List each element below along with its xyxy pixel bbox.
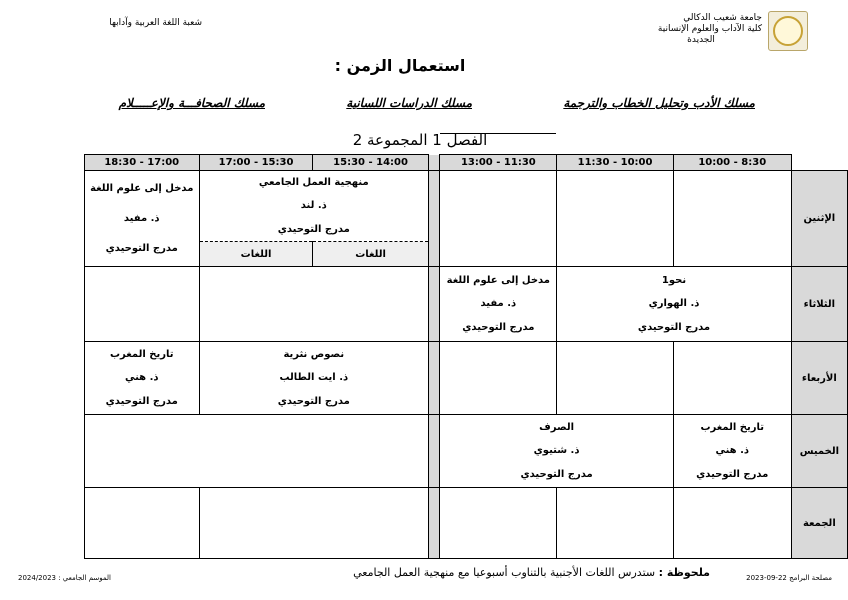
- track-journalism: مسلك الصحافـــة والإعـــــلام: [118, 96, 265, 110]
- day-friday: الجمعة: [791, 488, 847, 559]
- course-name: تاريخ المغرب: [109, 349, 174, 361]
- teacher-name: ذ. هني: [715, 445, 749, 457]
- day-tuesday: الثلاثاء: [791, 267, 847, 342]
- mon-slot-2: [557, 171, 673, 267]
- session-prose-texts: [199, 342, 428, 415]
- room-name: مدرج التوحيدي: [520, 468, 593, 480]
- session-sarf: [440, 415, 673, 488]
- midday-separator: [428, 342, 440, 415]
- room-name: مدرج التوحيدي: [637, 321, 711, 333]
- session-intro-linguistics: [84, 171, 199, 267]
- course-name: مدخل إلى علوم اللغة: [90, 183, 194, 194]
- track-linguistics: مسلك الدراسات اللسانية: [346, 96, 472, 110]
- wed-slot-2: [557, 342, 673, 415]
- room-name: مدرج التوحيدي: [462, 321, 535, 333]
- schedule-note: [330, 566, 710, 579]
- course-name: تاريخ المغرب: [700, 422, 764, 434]
- mon-slot-3: [440, 171, 557, 267]
- slot-header: 15:30 - 17:00: [199, 155, 313, 171]
- room-name: مدرج التوحيدي: [696, 468, 769, 480]
- room-name: مدرج التوحيدي: [105, 243, 178, 254]
- teacher-name: ذ. لند: [300, 200, 327, 212]
- logo-emblem-icon: [773, 16, 803, 46]
- course-name: مدخل إلى علوم اللغة: [446, 275, 551, 287]
- teacher-name: ذ. هني: [124, 372, 159, 384]
- corner-cell: [791, 155, 847, 171]
- teacher-name: ذ. مفيد: [123, 213, 160, 224]
- midday-separator: [428, 155, 440, 171]
- course-name: الصرف: [539, 422, 575, 434]
- fri-slot-6: [84, 488, 199, 559]
- timetable: [28, 154, 848, 559]
- slot-header: 11:30 - 13:00: [440, 155, 557, 171]
- day-wednesday: الأربعاء: [791, 342, 847, 415]
- room-name: مدرج التوحيدي: [277, 223, 350, 235]
- university-line: كلية الآداب والعلوم الإنسانية: [657, 24, 762, 34]
- university-line: الجديدة: [687, 35, 715, 45]
- thu-afternoon-empty: [84, 415, 428, 488]
- slot-header: 14:00 - 15:30: [313, 155, 429, 171]
- university-line: جامعة شعيب الدكالي: [683, 13, 762, 23]
- mon-slot-1: [673, 171, 791, 267]
- teacher-name: ذ. شتيوي: [533, 445, 580, 457]
- note-text: ستدرس اللغات الأجنبية بالتناوب أسبوعيا مع منهجية العمل الجامعي: [353, 566, 656, 579]
- course-name: نحو1: [661, 275, 687, 287]
- midday-separator: [428, 171, 440, 267]
- wed-slot-3: [440, 342, 557, 415]
- session-morocco-history: [84, 342, 199, 415]
- page-title: استعمال الزمن :: [334, 56, 466, 75]
- slot-header: 10:00 - 11:30: [557, 155, 673, 171]
- session-languages: اللغات: [313, 242, 429, 267]
- tue-afternoon-empty: [199, 267, 428, 342]
- slot-header: 17:00 - 18:30: [84, 155, 199, 171]
- midday-separator: [428, 488, 440, 559]
- track-literature: مسلك الأدب وتحليل الخطاب والترجمة: [563, 96, 755, 110]
- fri-slot-1: [673, 488, 791, 559]
- midday-separator: [428, 415, 440, 488]
- university-block: [640, 13, 762, 46]
- course-name: نصوص نثرية: [283, 349, 345, 361]
- teacher-name: ذ. الهواري: [648, 298, 700, 310]
- semester-group: الفصل 1 المجموعة 2: [352, 131, 488, 149]
- session-nahw: [557, 267, 791, 342]
- teacher-name: ذ. ايت الطالب: [279, 372, 349, 384]
- fri-slot-3: [440, 488, 557, 559]
- wed-slot-1: [673, 342, 791, 415]
- session-languages: اللغات: [199, 242, 313, 267]
- teacher-name: ذ. مفيد: [480, 298, 517, 310]
- midday-separator: [428, 267, 440, 342]
- footer-revision: مصلحة البرامج 22-09-2023: [746, 574, 832, 582]
- university-logo: [768, 11, 808, 51]
- room-name: مدرج التوحيدي: [105, 395, 178, 407]
- day-monday: الإثنين: [791, 171, 847, 267]
- note-label: ملحوظة :: [658, 566, 710, 579]
- course-name: منهجية العمل الجامعي: [258, 177, 369, 189]
- session-intro-linguistics: [440, 267, 557, 342]
- fri-slot-2: [557, 488, 673, 559]
- tue-slot-6: [84, 267, 199, 342]
- department-name: شعبة اللغة العربية وآدابها: [109, 18, 202, 28]
- slot-header: 8:30 - 10:00: [673, 155, 791, 171]
- footer-season: الموسم الجامعي : 2024/2023: [18, 574, 111, 582]
- session-methodology: [199, 171, 428, 242]
- room-name: مدرج التوحيدي: [277, 395, 350, 407]
- day-thursday: الخميس: [791, 415, 847, 488]
- session-morocco-history: [673, 415, 791, 488]
- fri-afternoon-empty: [199, 488, 428, 559]
